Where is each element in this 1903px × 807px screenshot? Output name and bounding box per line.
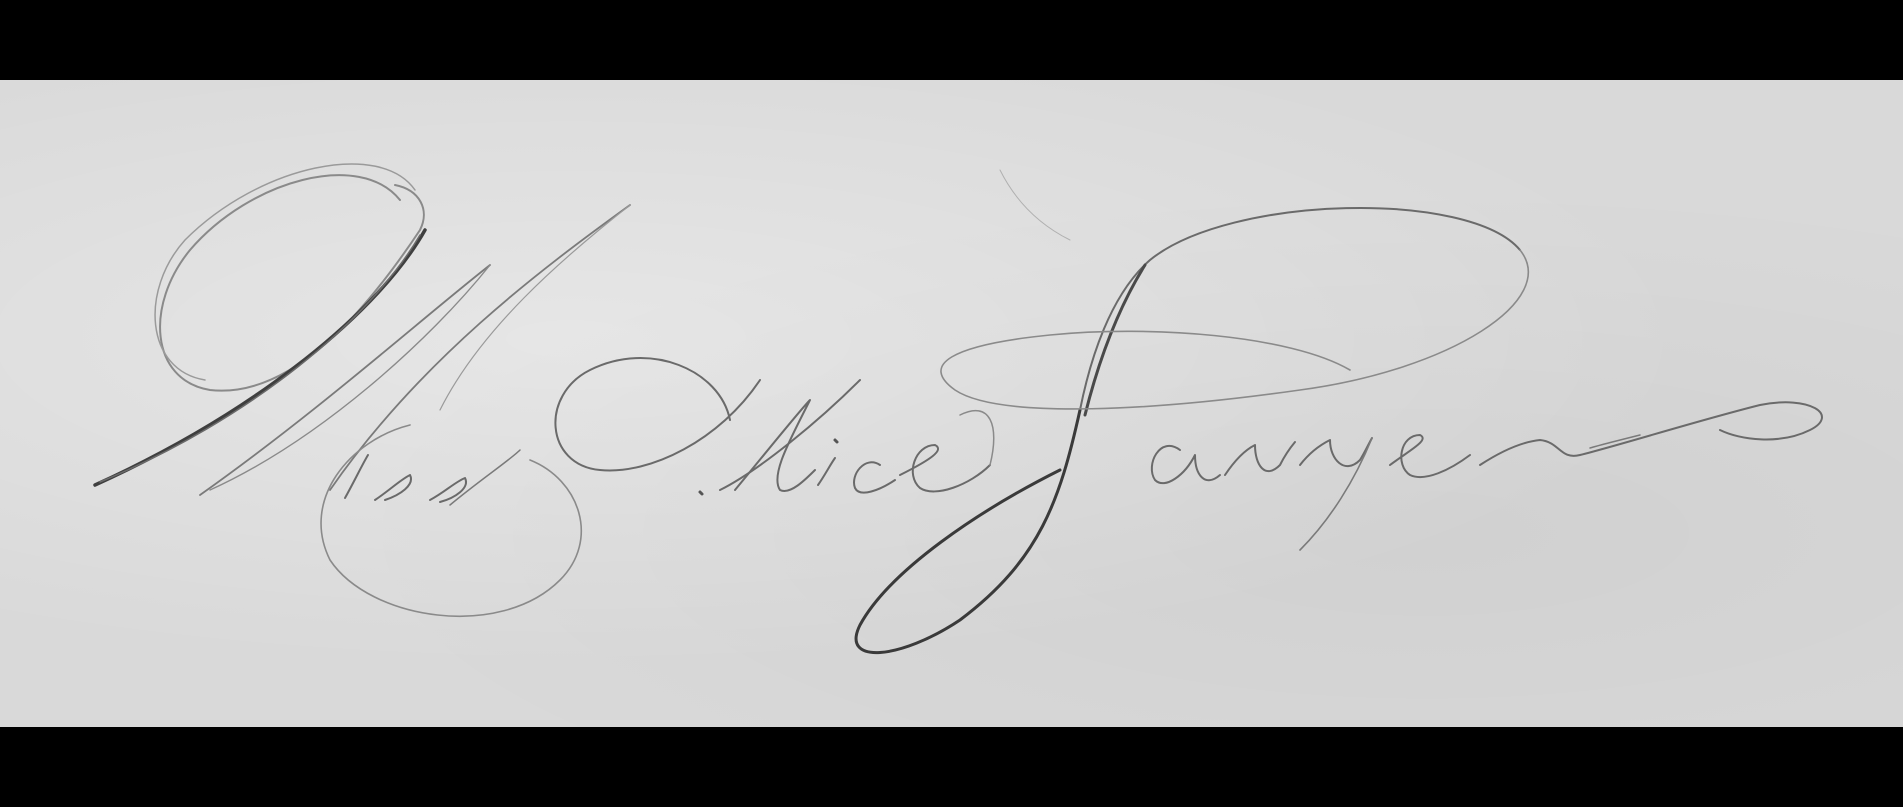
signature-letters-awyer [1152, 402, 1822, 550]
handwritten-signature [0, 80, 1903, 727]
signature-letters-iss [345, 450, 520, 505]
signature-letter-A [555, 358, 860, 494]
paper-sheet [0, 80, 1903, 727]
signature-letter-S [856, 208, 1528, 653]
faint-stray-mark [1000, 170, 1070, 240]
signature-letter-M [95, 164, 630, 616]
signature-letters-lice [735, 400, 994, 493]
